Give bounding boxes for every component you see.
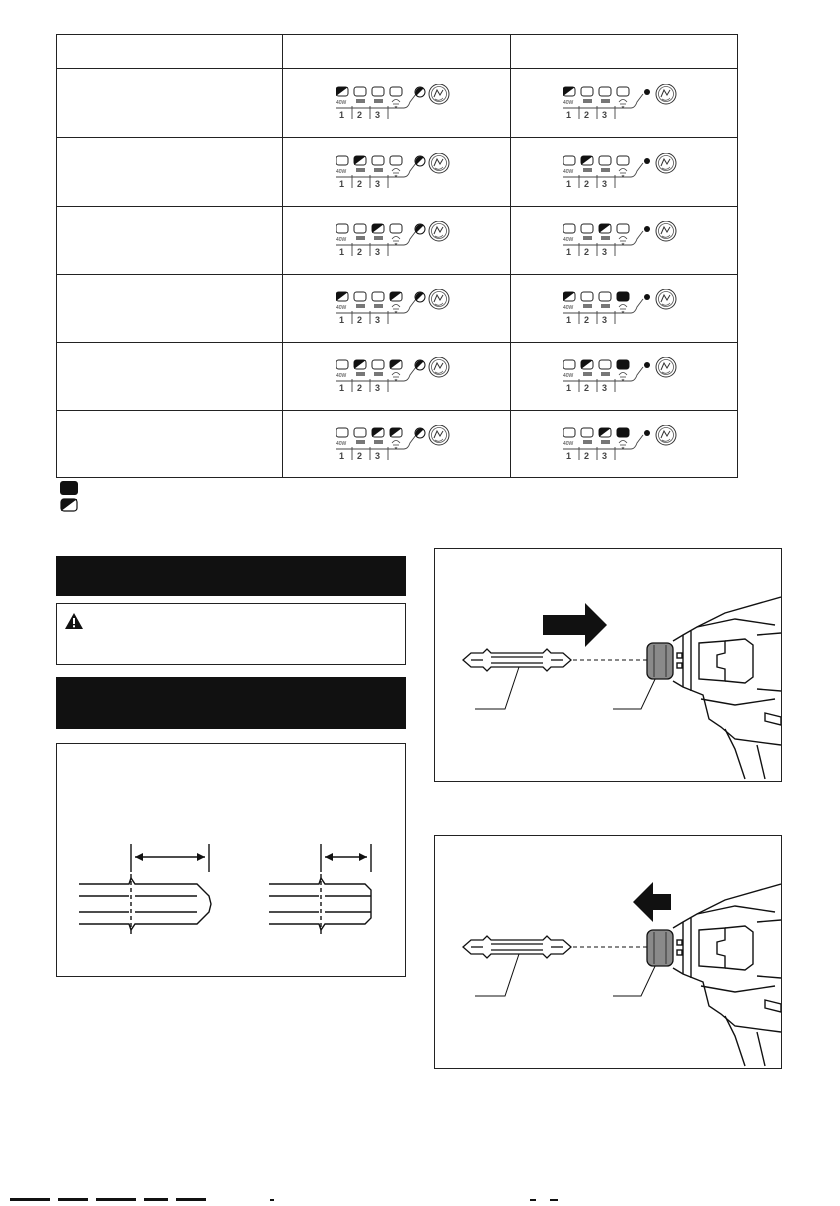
mode-label: 40W [563,99,574,106]
section-heading-bar-2 [56,677,406,729]
indicator-panel [336,289,458,327]
indicator-panel [336,425,458,463]
lamp-blink-icon [354,360,366,369]
mode-number-2: 2 [356,450,362,461]
section-heading-bar [56,556,406,596]
mode-number-3: 3 [374,247,380,257]
lamp-off-icon [336,360,348,369]
mode-number-2: 2 [584,247,590,257]
mode-number-2: 2 [584,315,590,325]
mode-button-icon [656,357,676,377]
table-cell [283,342,510,410]
mode-button-icon [656,84,676,104]
indicator-table [56,34,738,478]
lamp-on-icon [60,481,78,495]
table-cell [511,274,737,342]
mode-number-1: 1 [566,247,572,257]
mode-number-3: 3 [602,247,608,257]
mode-number-1: 1 [338,383,344,393]
bit-drawing [57,744,405,976]
mode-number-3: 3 [602,450,608,461]
mode-label: 40W [335,440,346,447]
tool-sleeve [647,930,673,966]
bit-length-figure [56,743,406,977]
lamp-off-icon [581,224,593,233]
mode-number-3: 3 [374,109,380,120]
lamp-off-icon [581,87,593,96]
mode-button-icon [429,289,449,309]
mode-number-1: 1 [338,109,344,120]
lamp-on-icon [644,158,650,164]
indicator-panel [336,84,458,122]
mode-number-3: 3 [602,178,608,189]
bit-install-figure [434,548,782,782]
mode-number-1: 1 [338,450,344,461]
lamp-off-icon [354,224,366,233]
lamp-off-icon [336,428,348,437]
indicator-panel [336,357,458,395]
lamp-blink-icon [415,360,425,370]
lamp-blink-icon [390,428,402,437]
lamp-blink-icon [581,360,593,369]
lamp-off-icon [599,87,611,96]
lamp-blink-icon [336,292,348,301]
mode-label: 40W [563,305,574,311]
mode-number-2: 2 [356,247,362,257]
bit-removal-figure [434,835,782,1069]
lamp-blink-icon [354,156,366,165]
mode-button-icon [656,289,676,309]
mode-label: 40W [335,305,346,311]
mode-button-icon [656,221,676,241]
warning-triangle-icon [64,612,84,630]
table-cell [283,410,510,477]
table-cell [283,68,510,137]
lamp-blink-icon [415,156,425,166]
tool-sleeve [647,643,673,679]
table-border-top [56,34,738,35]
table-cell [511,206,737,274]
driver-bit [463,649,571,671]
lamp-on-icon [644,89,650,95]
lamp-blink-icon [563,292,575,301]
arrow-icon [543,603,607,647]
impact-driver-body [673,884,781,1066]
mode-button-icon [429,425,449,445]
lamp-blink-icon [390,360,402,369]
lamp-blink-icon [599,224,611,233]
mode-number-3: 3 [602,109,608,120]
lamp-off-icon [372,87,384,96]
lamp-off-icon [617,156,629,165]
mode-number-2: 2 [584,383,590,393]
lamp-off-icon [354,292,366,301]
mode-button-icon [429,221,449,241]
mode-number-1: 1 [566,178,572,189]
lamp-on-icon [644,362,650,368]
install-drawing [435,549,781,781]
indicator-panel [563,84,685,122]
lamp-blink-icon [415,87,425,97]
mode-label: 40W [335,168,346,175]
lamp-off-icon [581,292,593,301]
lamp-off-icon [563,428,575,437]
lamp-on-icon [617,428,629,437]
mode-number-3: 3 [374,178,380,189]
mode-label: 40W [563,237,574,243]
mode-number-2: 2 [356,109,362,120]
mode-button-icon [656,153,676,173]
mode-number-3: 3 [374,450,380,461]
mode-button-icon [656,425,676,445]
indicator-panel [563,153,685,191]
mode-number-1: 1 [566,109,572,120]
table-border-right [737,34,738,478]
lamp-off-icon [354,428,366,437]
clipped-text-strip [10,1188,570,1192]
lamp-off-icon [599,292,611,301]
mode-label: 40W [335,99,346,106]
lamp-off-icon [563,156,575,165]
lamp-blink-icon [415,292,425,302]
indicator-panel [563,357,685,395]
mode-number-2: 2 [356,178,362,189]
indicator-panel [563,221,685,259]
lamp-on-icon [644,430,650,436]
mode-label: 40W [335,237,346,243]
driver-bit [463,936,571,958]
mode-number-1: 1 [566,383,572,393]
lamp-on-icon [617,292,629,301]
impact-driver-body [673,597,781,779]
lamp-blink-icon [563,87,575,96]
mode-label: 40W [563,168,574,175]
mode-number-2: 2 [584,178,590,189]
lamp-blink-icon [60,498,78,517]
mode-number-2: 2 [584,109,590,120]
mode-label: 40W [563,373,574,379]
lamp-off-icon [372,360,384,369]
mode-number-1: 1 [566,315,572,325]
lamp-off-icon [372,292,384,301]
lamp-off-icon [336,156,348,165]
lamp-off-icon [336,224,348,233]
table-cell [511,342,737,410]
table-cell [283,274,510,342]
mode-label: 40W [335,373,346,379]
lamp-blink-icon [415,224,425,234]
lamp-off-icon [390,87,402,96]
lamp-off-icon [354,87,366,96]
table-border-bottom [56,477,738,478]
lamp-off-icon [390,224,402,233]
mode-button-icon [429,153,449,173]
indicator-panel [563,425,685,463]
mode-number-3: 3 [374,383,380,393]
indicator-panel [563,289,685,327]
mode-number-1: 1 [566,450,572,461]
lamp-off-icon [372,156,384,165]
arrow-icon [633,882,671,922]
mode-number-2: 2 [356,383,362,393]
table-cell [283,206,510,274]
lamp-off-icon [563,224,575,233]
table-cell [511,68,737,137]
mode-number-3: 3 [602,383,608,393]
lamp-blink-icon [415,428,425,438]
table-border-left [56,34,57,478]
lamp-blink-icon [336,87,348,96]
lamp-off-icon [581,428,593,437]
table-cell [283,137,510,206]
mode-number-1: 1 [338,178,344,189]
indicator-panel [336,153,458,191]
lamp-on-icon [644,294,650,300]
lamp-blink-icon [372,428,384,437]
mode-number-3: 3 [602,315,608,325]
table-cell [511,410,737,477]
mode-button-icon [429,357,449,377]
lamp-off-icon [617,224,629,233]
mode-number-2: 2 [584,450,590,461]
lamp-off-icon [617,87,629,96]
lamp-blink-icon [372,224,384,233]
lamp-blink-icon [390,292,402,301]
mode-number-2: 2 [356,315,362,325]
mode-label: 40W [563,440,574,447]
mode-button-icon [429,84,449,104]
lamp-off-icon [599,360,611,369]
lamp-blink-icon [599,428,611,437]
lamp-blink-icon [581,156,593,165]
table-cell [511,137,737,206]
caution-box [56,603,406,665]
lamp-off-icon [563,360,575,369]
mode-number-3: 3 [374,315,380,325]
removal-drawing [435,836,781,1068]
mode-number-1: 1 [338,315,344,325]
lamp-on-icon [617,360,629,369]
lamp-on-icon [644,226,650,232]
lamp-off-icon [390,156,402,165]
indicator-panel [336,221,458,259]
lamp-off-icon [599,156,611,165]
mode-number-1: 1 [338,247,344,257]
